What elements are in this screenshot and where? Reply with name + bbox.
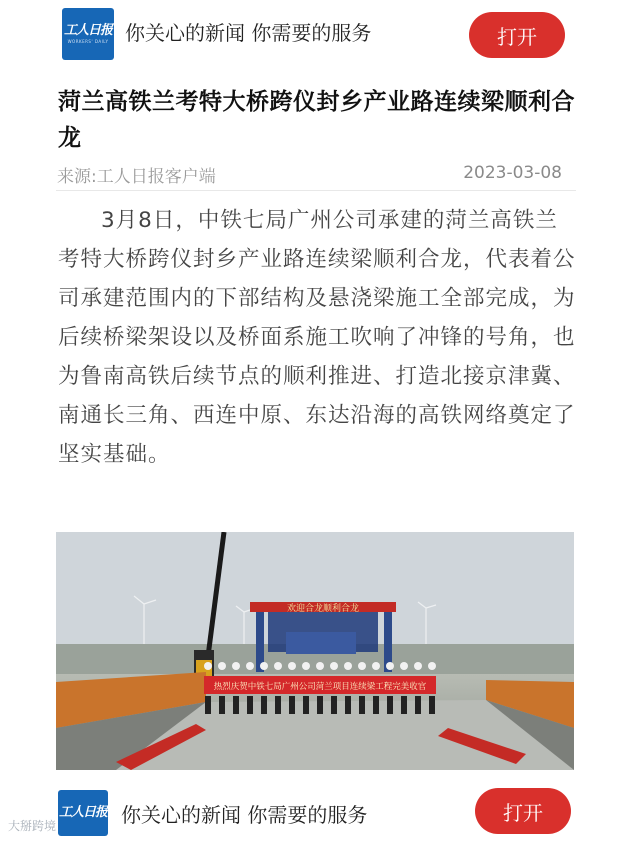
banner-slogan-bottom: 你关心的新闻 你需要的服务 xyxy=(121,803,368,827)
open-app-button[interactable]: 打开 xyxy=(469,12,565,58)
banner-slogan: 你关心的新闻 你需要的服务 xyxy=(125,21,372,45)
article-date: 2023-03-08 xyxy=(463,163,562,183)
article-title: 菏兰高铁兰考特大桥跨仪封乡产业路连续梁顺利合龙 xyxy=(58,89,575,151)
article-source: 来源:工人日报客户端 xyxy=(57,167,216,187)
workers-daily-logo[interactable] xyxy=(62,8,114,60)
bridge-construction-illustration xyxy=(56,532,574,770)
logo-text-bottom: 工人日报 xyxy=(58,805,107,820)
logo-text: 工人日报 xyxy=(63,23,112,38)
article-body: 3月8日，中铁七局广州公司承建的菏兰高铁兰考特大桥跨仪封乡产业路连续梁顺利合龙，代表着公司承建范围内的下部结构及悬浇梁施工全部完成，为后续桥梁架设以及桥面系施工吹响了冲锋的号角，也为鲁南高铁后续节点的顺利推进、打造北接京津冀、南通长三角、西连中原、东达沿海的高铁网络奠定了坚实基础。 xyxy=(58,208,576,467)
logo-subtext: WORKERS' DAILY xyxy=(67,39,109,44)
header-divider xyxy=(56,190,576,191)
article-photo[interactable] xyxy=(56,532,574,770)
watermark-text: 大掰跨境 xyxy=(8,819,57,833)
open-app-button-bottom[interactable]: 打开 xyxy=(475,788,571,834)
app-download-banner-bottom xyxy=(0,770,632,841)
app-download-banner-top xyxy=(0,0,632,70)
workers-daily-logo-bottom[interactable] xyxy=(58,790,108,836)
front-banner-text: 热烈庆贺中铁七局广州公司菏兰项目连续梁工程完美收官 xyxy=(213,682,427,692)
top-banner-text: 欢迎合龙顺利合龙 xyxy=(286,604,360,614)
